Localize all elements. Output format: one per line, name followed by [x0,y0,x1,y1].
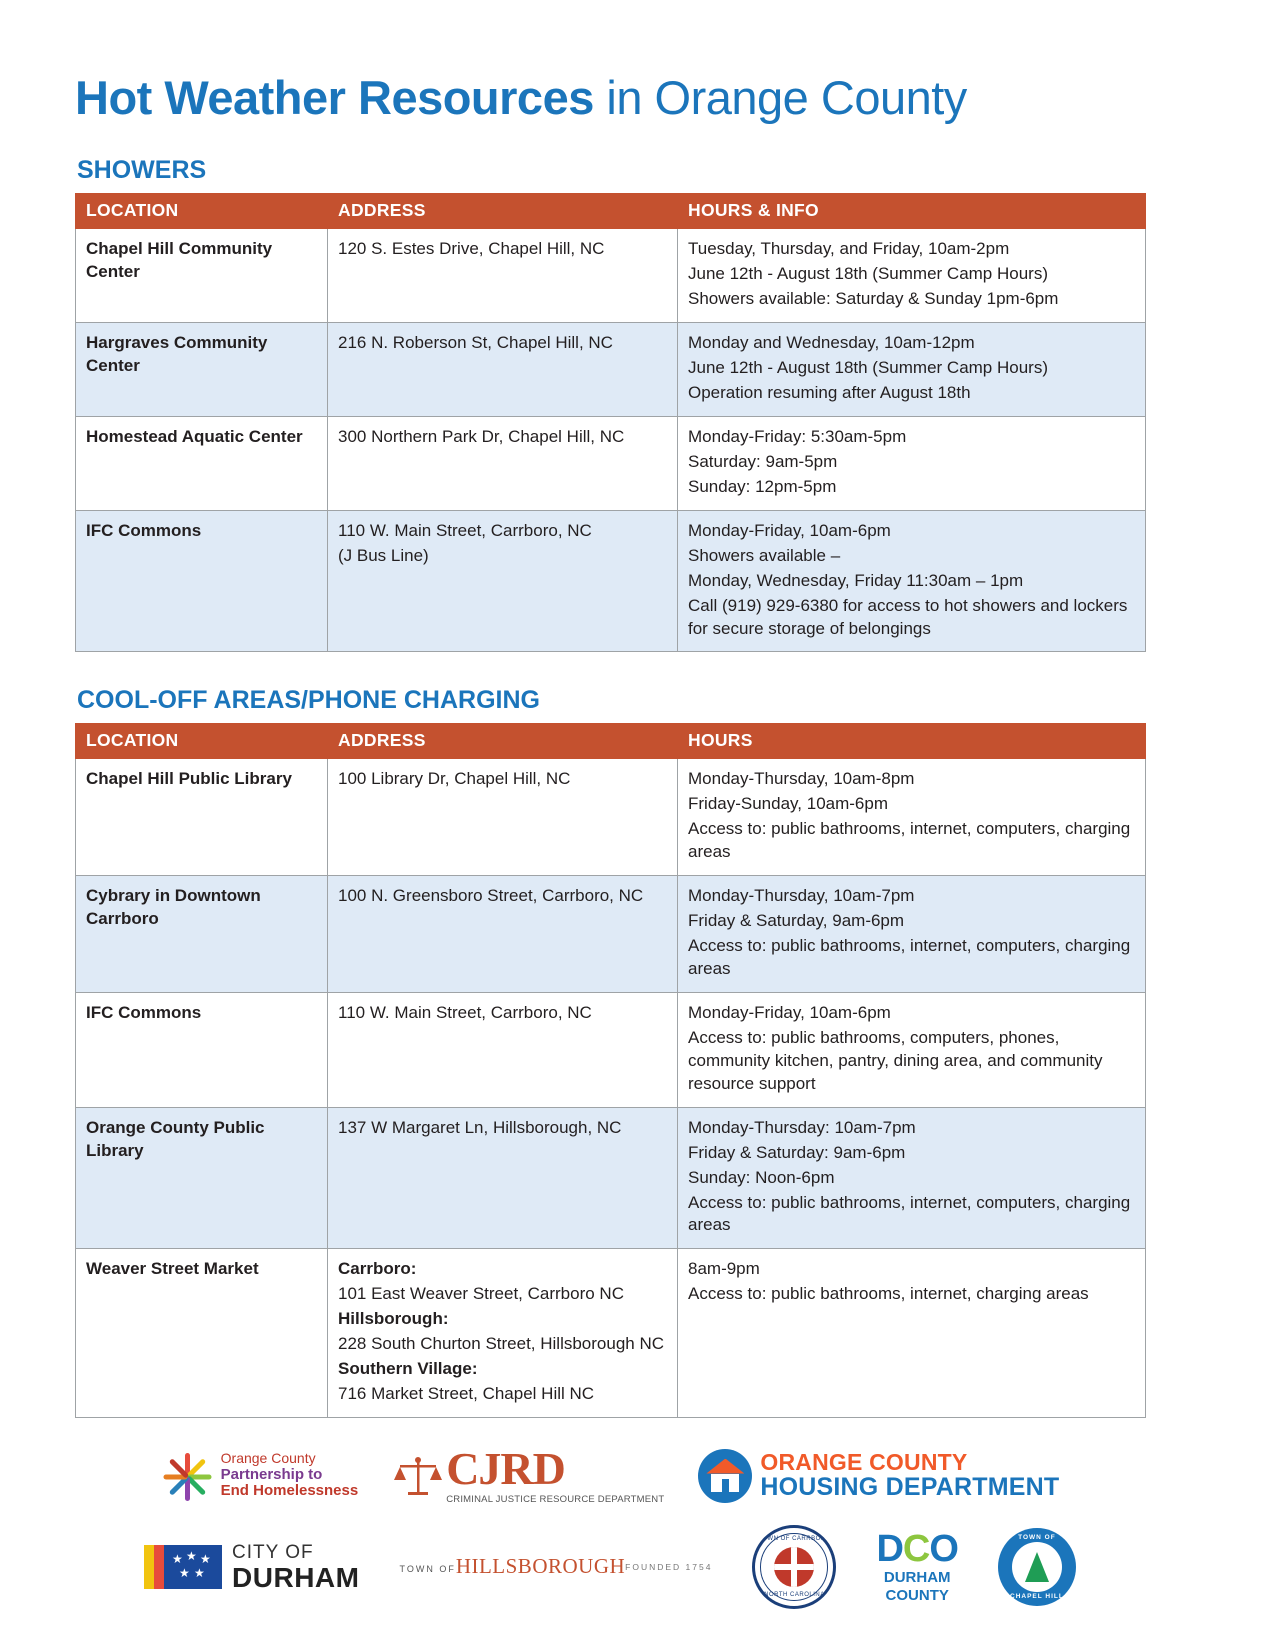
table-header-row [76,724,1146,759]
cell-hours [678,992,1146,1107]
hours-line: Showers available – [688,545,841,565]
address-line: 110 W. Main Street, Carrboro, NC [338,1002,592,1022]
section-heading-cool-off: COOL-OFF AREAS/PHONE CHARGING [77,686,540,715]
logo-cjrd [392,1443,665,1506]
hours-line: Monday-Thursday: 10am-7pm [688,1117,916,1137]
dco-line-1: DURHAM [883,1569,951,1587]
durham-flag-icon: ★ ★ ★ ★ ★ [144,1545,222,1589]
hillsborough-line-2: HILLSBOROUGH [455,1554,626,1579]
hillsborough-line-1: TOWN OF [399,1563,456,1574]
house-icon [698,1449,752,1503]
address-line: 110 W. Main Street, Carrboro, NC [338,520,592,540]
cell-location: Chapel Hill Public Library [76,759,328,876]
dco-line-2: COUNTY [885,1587,949,1605]
address-line: 100 N. Greensboro Street, Carrboro, NC [338,886,644,906]
logo-row-1 [75,1443,1145,1506]
hours-line: Saturday: 9am-5pm [688,451,838,471]
chapel-hill-seal-bottom-text: CHAPEL HILL [1010,1593,1064,1601]
hours-line: 8am-9pm [688,1259,760,1279]
carrboro-seal-bottom-text: NORTH CAROLINA [764,1592,825,1599]
address-line: 101 East Weaver Street, Carrboro NC [338,1284,624,1304]
table-row [76,229,1146,323]
hours-line: Operation resuming after August 18th [688,383,971,403]
hours-line: Friday-Sunday, 10am-6pm [688,794,888,814]
address-line: (J Bus Line) [338,545,429,565]
logo-town-of-carrboro [752,1525,836,1609]
cell-address [328,1249,678,1418]
durham-county-wordmark [876,1530,957,1604]
cell-location: Hargraves Community Center [76,323,328,417]
cell-location: Chapel Hill Community Center [76,229,328,323]
hours-line: Showers available: Saturday & Sunday 1pm-6pm [688,289,1059,309]
logo-durham-county [876,1530,957,1604]
hours-note: Access to: public bathrooms, internet, computers, charging areas [688,1192,1131,1235]
housing-line-2: HOUSING DEPARTMENT [760,1473,1060,1502]
partner-logos [75,1443,1145,1609]
durham-line-1: CITY OF [232,1542,314,1564]
durham-wordmark [232,1542,359,1592]
cell-address [328,759,678,876]
cell-location: Cybrary in Downtown Carrboro [76,876,328,993]
chapel-hill-seal-icon [998,1528,1076,1606]
hours-line: June 12th - August 18th (Summer Camp Hours) [688,358,1048,378]
cell-hours [678,1249,1146,1418]
ocpeh-line-2: Partnership to [220,1465,323,1483]
cell-location: Orange County Public Library [76,1107,328,1249]
cell-location: Homestead Aquatic Center [76,416,328,510]
logo-row-2 [75,1525,1145,1609]
durham-line-2: DURHAM [232,1562,360,1594]
cell-hours [678,876,1146,993]
table-row [76,1107,1146,1249]
hours-line: Friday & Saturday, 9am-6pm [688,911,905,931]
ocpeh-wordmark [221,1451,359,1500]
table-header-row [76,194,1146,229]
hours-note: Access to: public bathrooms, internet, charging areas [688,1284,1089,1304]
carrboro-seal-top-text: TOWN OF CARRBORO [758,1536,831,1543]
cool-off-table [75,723,1146,1418]
cell-address [328,416,678,510]
column-header-address: ADDRESS [328,724,678,759]
logo-town-of-chapel-hill [998,1528,1076,1606]
cell-hours [678,1107,1146,1249]
hours-line: Friday & Saturday: 9am-6pm [688,1142,906,1162]
showers-table [75,193,1146,652]
page-title [75,73,1200,122]
table-row [76,323,1146,417]
hours-line: Monday, Wednesday, Friday 11:30am – 1pm [688,570,1024,590]
column-header-location: LOCATION [76,194,328,229]
cell-address [328,1107,678,1249]
carrboro-seal-icon [752,1525,836,1609]
address-line: 137 W Margaret Ln, Hillsborough, NC [338,1117,622,1137]
dco-letter-c: C [902,1528,930,1571]
ocpeh-line-1: Orange County [220,1449,316,1466]
address-line: 228 South Churton Street, Hillsborough NC [338,1334,665,1354]
housing-wordmark [760,1450,1059,1500]
cjrd-subtitle: CRIMINAL JUSTICE RESOURCE DEPARTMENT [446,1494,665,1506]
hours-line: Monday and Wednesday, 10am-12pm [688,333,975,353]
logo-ocpeh [161,1449,359,1503]
scales-of-justice-icon [392,1450,444,1502]
logo-orange-county-housing [698,1449,1059,1503]
housing-line-1: ORANGE COUNTY [760,1449,968,1476]
address-group-label: Southern Village: [338,1359,478,1379]
hours-line: Tuesday, Thursday, and Friday, 10am-2pm [688,239,1010,259]
column-header-location: LOCATION [76,724,328,759]
cell-address [328,323,678,417]
table-row [76,992,1146,1107]
chapel-hill-seal-top-text: TOWN OF [1018,1534,1056,1542]
cell-hours [678,416,1146,510]
logo-city-of-durham [144,1542,359,1592]
table-row [76,876,1146,993]
cell-hours [678,229,1146,323]
address-line: 100 Library Dr, Chapel Hill, NC [338,769,571,789]
column-header-hours: HOURS [678,724,1146,759]
column-header-address: ADDRESS [328,194,678,229]
cell-location: IFC Commons [76,992,328,1107]
dco-letter-o: O [929,1528,958,1571]
hours-line: June 12th - August 18th (Summer Camp Hours) [688,264,1048,284]
hours-line: Monday-Thursday, 10am-7pm [688,886,915,906]
column-header-hours: HOURS & INFO [678,194,1146,229]
address-line: 716 Market Street, Chapel Hill NC [338,1384,595,1404]
cell-address [328,229,678,323]
cjrd-word: CJRD [446,1443,565,1495]
cell-address [328,510,678,652]
address-group-label: Carrboro: [338,1259,417,1279]
cjrd-wordmark [446,1443,665,1506]
hours-line: Monday-Friday, 10am-6pm [688,1002,891,1022]
cell-hours [678,759,1146,876]
hours-note: Access to: public bathrooms, internet, computers, charging areas [688,819,1131,862]
hours-note: Access to: public bathrooms, internet, computers, charging areas [688,936,1131,979]
address-group-label: Hillsborough: [338,1309,449,1329]
hours-line: Monday-Thursday, 10am-8pm [688,769,915,789]
cell-address [328,992,678,1107]
logo-town-of-hillsborough [399,1555,712,1578]
hours-note: Call (919) 929-6380 for access to hot showers and lockers for secure storage of belongings [688,595,1128,638]
page-title-light: in Orange County [593,71,967,124]
address-line: 120 S. Estes Drive, Chapel Hill, NC [338,239,605,259]
section-heading-showers: SHOWERS [77,156,207,185]
people-starburst-icon [161,1449,215,1503]
address-line: 216 N. Roberson St, Chapel Hill, NC [338,333,613,353]
cell-location: IFC Commons [76,510,328,652]
cell-hours [678,323,1146,417]
hours-line: Sunday: Noon-6pm [688,1167,835,1187]
hours-note: Access to: public bathrooms, computers, phones, community kitchen, pantry, dining area, and community resource support [688,1027,1103,1093]
hillsborough-line-3: FOUNDED 1754 [625,1562,713,1573]
dco-letter-d: D [876,1528,903,1571]
page-title-bold: Hot Weather Resources [75,71,594,124]
table-row [76,1249,1146,1418]
address-line: 300 Northern Park Dr, Chapel Hill, NC [338,426,625,446]
cell-address [328,876,678,993]
table-row [76,759,1146,876]
ocpeh-line-3: End Homelessness [220,1482,359,1500]
cell-location: Weaver Street Market [76,1249,328,1418]
hours-line: Sunday: 12pm-5pm [688,476,837,496]
cell-hours [678,510,1146,652]
hours-line: Monday-Friday: 5:30am-5pm [688,426,907,446]
hours-line: Monday-Friday, 10am-6pm [688,520,891,540]
table-row [76,416,1146,510]
table-row [76,510,1146,652]
